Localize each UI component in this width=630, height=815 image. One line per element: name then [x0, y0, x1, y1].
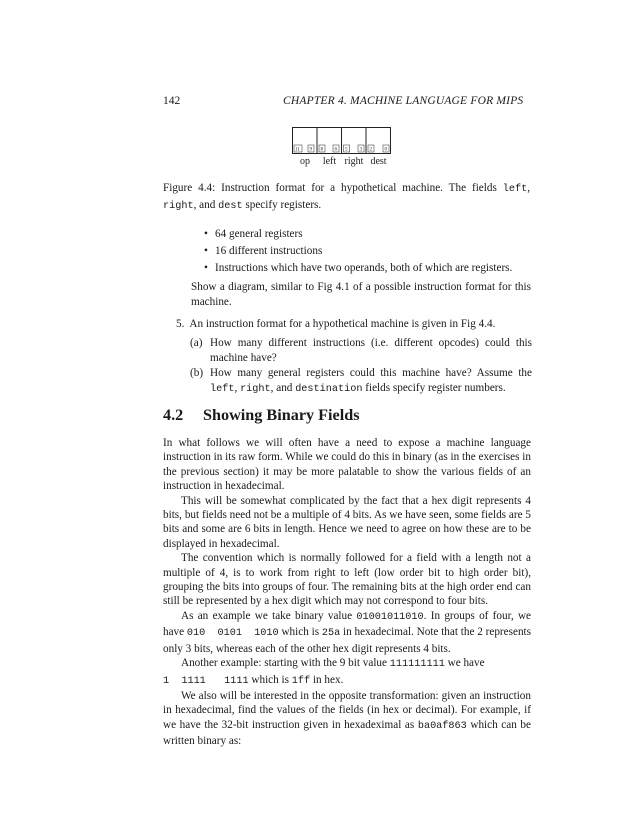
- list-item: [204, 243, 534, 260]
- paragraph: The convention which is normally followed for a field with a length not a multiple of 4, is to work from right to left (low order bit to high order bit), grouping the bits into groups of four. The remaining bits at the high order end can still be represented by a hex digit which may not correspond to four bits.: [163, 552, 531, 608]
- bit-label-6: 6: [334, 147, 337, 153]
- section-title: Showing Binary Fields: [203, 406, 360, 424]
- exercise-5-text: An instruction format for a hypothetical machine is given in Fig 4.4.: [189, 318, 496, 330]
- section-heading: [163, 406, 360, 425]
- exercise-5b-label: (b): [190, 367, 204, 379]
- field-label-left: left: [322, 156, 337, 167]
- bullet-icon: •: [204, 245, 208, 258]
- exercise-5-label: 5.: [176, 318, 185, 330]
- exercise-5b: [190, 366, 532, 397]
- field-label-dest: dest: [370, 156, 387, 167]
- figure-caption: [163, 181, 530, 214]
- list-item-text: 64 general registers: [215, 228, 303, 240]
- bit-label-2: 2: [369, 147, 372, 153]
- bit-label-0: 0: [384, 147, 387, 153]
- exercise-5b-and: , and: [270, 381, 296, 394]
- paragraph: We also will be interested in the opposite transformation: given an instruction in hexadecimal, find the values of the fields (in hex or decimal). For example, if we have the 32-bit instruction given in hexadeximal as ba0af863 which can be written binary as:: [163, 689, 531, 748]
- list-item-text: Instructions which have two operands, both of which are registers.: [215, 262, 513, 275]
- code-span: 1ff: [291, 675, 311, 687]
- running-head: CHAPTER 4. MACHINE LANGUAGE FOR MIPS: [283, 95, 524, 107]
- caption-prefix: Figure 4.4: Instruction format for a hypothetical machine. The fields: [163, 182, 503, 194]
- field-label-op: op: [300, 156, 310, 167]
- paragraph: Another example: starting with the 9 bit value 111111111 we have 1 1111 1111 which is 1ff in hex.: [163, 657, 485, 687]
- list-item: [204, 226, 534, 243]
- code-span: 1 1111 1111: [163, 675, 249, 687]
- exercise-5: [176, 317, 531, 332]
- bit-label-5: 5: [345, 147, 348, 153]
- caption-and: , and: [193, 198, 219, 211]
- code-span: ba0af863: [417, 720, 467, 732]
- requirements-list: [204, 226, 534, 278]
- exercise-5b-comma: ,: [234, 381, 238, 394]
- list-item: [204, 260, 534, 277]
- caption-suffix: specify registers.: [242, 198, 322, 211]
- page-number: 142: [163, 95, 181, 107]
- section-body: [163, 436, 531, 749]
- code-span: 010 0101 1010: [186, 628, 279, 640]
- field-label-right: right: [344, 156, 364, 167]
- exercise-5b-line1: How many general registers could this machine have? Assume the: [210, 367, 532, 379]
- list-item-text: 16 different instructions: [215, 245, 323, 258]
- instruction-format-diagram: [292, 127, 392, 167]
- exercise-5b-code-left: left: [210, 383, 235, 395]
- bit-label-3: 3: [359, 147, 362, 153]
- code-span: 111111111: [389, 659, 445, 671]
- caption-code-dest: dest: [218, 200, 243, 212]
- exercise-prompt: Show a diagram, similar to Fig 4.1 of a possible instruction format for this machine.: [191, 281, 531, 308]
- exercise-5b-text2: fields specify register numbers.: [362, 381, 506, 394]
- caption-code-right: right: [163, 200, 194, 212]
- exercise-5b-code-dest: destination: [295, 383, 363, 395]
- paragraph: In what follows we will often have a need to expose a machine language instruction in its raw form. While we could do this in binary (as in the exercises in the previous section) it may be more palatable to show the various fields of an instruction in hexadecimal.: [163, 437, 531, 493]
- bit-label-11: 11: [295, 147, 300, 153]
- bit-label-9: 9: [309, 147, 312, 153]
- bullet-icon: •: [204, 262, 208, 275]
- exercise-5a: [190, 336, 532, 365]
- exercise-5a-label: (a): [190, 337, 203, 349]
- paragraph: As an example we take binary value 01001011010. In groups of four, we have 010 0101 1010 which is 25a in hexadecimal. Note that the 2 represents only 3 bits, whereas each of the other hex digit represents 4 bits.: [163, 609, 532, 655]
- section-number: 4.2: [163, 406, 184, 424]
- exercise-5b-code-right: right: [240, 383, 271, 395]
- bit-label-8: 8: [320, 147, 323, 153]
- code-span: 25a: [321, 628, 341, 640]
- caption-sep: ,: [527, 182, 530, 194]
- code-span: 01001011010: [356, 611, 424, 623]
- paragraph: This will be somewhat complicated by the fact that a hex digit represents 4 bits, but fields need not be a multiple of 4 bits. As we have seen, some fields are 5 bits and some are 6 bits in length. Hence we need to agree on how these are to be displayed in hexadecimal.: [163, 494, 531, 550]
- exercise-5a-text: How many different instructions (i.e. different opcodes) could this machine have?: [210, 337, 532, 364]
- bullet-icon: •: [204, 228, 208, 240]
- caption-code-left: left: [502, 184, 528, 195]
